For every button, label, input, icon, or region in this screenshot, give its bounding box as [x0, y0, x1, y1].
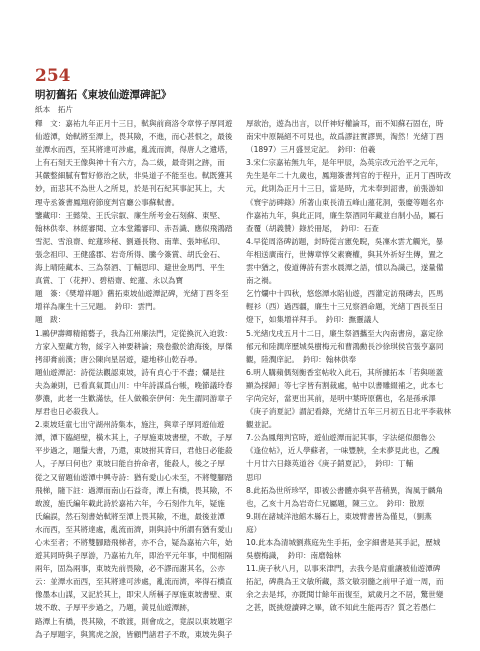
text-line: 其嚴整細膩有暫好修治之狀，非吳道子不能至也。軾既獲其 [35, 171, 233, 181]
text-line: 拓記，碑農為王文敏所藏，蒸文敏羽髓之前甲子道一周，而 [246, 577, 444, 587]
text-line: 1.鷗伊壽卿精館藝子，我為江州廉法門，定從換沉入迫敦： [35, 328, 233, 338]
text-line: 妙，而悲其不為世人之所見，於是刊石紀其事記其上，大 [35, 184, 225, 194]
text-line: 雲中猶之，俊道傳詩有雲水晨潭之語，憤以為識己，遂量備 [246, 263, 444, 273]
text-line: 潭，潭下臨絕壁，橫木其上，子厚施東坡書壁，不敢，子厚 [35, 433, 233, 443]
text-line: 也，乙亥十月為岩奇仁兄屬題，陳三立。 鈐印：散原 [246, 498, 425, 508]
text-line: 郁元和陸潤庠歷城吳樹梅元和曹鴻勳長沙徐琪侯官張亨嘉同 [246, 341, 444, 351]
text-line: 理寺丞簽書鳳翔府節度判官廳公事蘇軾書。 [35, 197, 180, 207]
text-line: 平步過之，題鬚大書，乃還，東坡拊其背曰，君他日必能殺 [35, 446, 233, 456]
text-line: 《庚子消夏記》謂記看錄，光緒廿五年三月初五日北平李栽林 [246, 407, 452, 417]
text-line: 厚君也日必殺我人。 [35, 407, 104, 417]
text-line: 真賞、丁（花押）、碧梧齋、蛇蓮、永以為寶 [35, 276, 184, 286]
text-line: 水而西，至其將達處，亂流而濟，則與詩中所謂有猶有愛山 [35, 524, 233, 534]
text-line: 觀，陸潤庠記。 鈐印：翰林供奉 [246, 354, 357, 364]
text-line: 5.光緒戊戌五月十二日，廉生祭酒攜至大內南書房，嘉定徐 [246, 328, 444, 338]
text-line: 題仙遊潭記：詩從法觀認東坡，詩有貞心于不盡；爛是拄 [35, 367, 225, 377]
text-line: 鑒藏印：王懿榮、王氏宗叡、廉生所考金石刻蘇、東堅、 [35, 210, 225, 220]
text-line: 雪泥、雪浪齋、蛇蓮珍秘、劉遜長物、南華、張坤私印、 [35, 236, 225, 246]
text-line: 燈下，如集增祥拜手。 鈐印：撫靈議人 [246, 315, 379, 325]
text-line: 南宋中原隔絕不可見也，故爲謬註實謬異，淘然！光緒丁酉 [246, 132, 444, 142]
text-line: 思印 [246, 472, 262, 482]
text-line: 3.宋仁宗嘉祐無九年，是年甲辰，為英宗改元治平之元年， [246, 158, 444, 168]
text-line: 從之又留題仙遊潭中興寺詩：猶有愛山心未至，不將雙腳踏 [35, 472, 233, 482]
text-line: 10.此本為清城劉燕庭先生手拓，金字細書是其手記，歷城 [246, 538, 441, 547]
text-line: 釋 文：嘉祐九年正月十三日，軾與前商洛令章惇子厚同遊 [35, 119, 233, 128]
text-line: 題 跋： [35, 315, 66, 325]
text-line: 拷卻膏前漢；唐公陳向星居遊，避地移山乾吞尋。 [35, 354, 203, 364]
text-line: 增祥為廉生十三兄題。 鈐印：雲門。 [35, 302, 161, 312]
text-column-right [246, 117, 452, 642]
text-line: 路潭上有橋，畏其險，不敢渡，則會成之，竟誤以東坡題字 [35, 616, 233, 626]
text-line: 乞竹爛中十四秋，悠悠潭水陷仙遊，西灌定訪飛磚去，匹馬 [246, 289, 444, 299]
text-line: 人，子厚曰何也？東坡曰能自拚命者，能殺人，後之子厚 [35, 459, 225, 469]
text-line: 8.此拓為世所珍罕，即被公書體亦與平昔稍異，淘風于麟角 [246, 485, 444, 495]
text-line: 查覆（胡義贊）錄於冊尾， 鈐印：石查 [246, 223, 379, 233]
text-line: 11.庚子秋八月，以事來津門，去我今是肩重讓被仙遊潭碑 [246, 564, 441, 574]
text-line: 4.早從周洛碑訪題，封時從言憲免睨，吳凜水雲尤觸光，暴 [246, 236, 444, 246]
text-line: 元，此則為正月十三日，當是時，尤未奉到詔書，前張游如 [246, 184, 444, 194]
text-line: 余之去是邦，亦既閱廿餘年而復至，斌歲月之不居，驚世變 [246, 590, 444, 600]
text-line: 《逢位帖》，近人學蘇者，一味豐腴，全未夢見此也，乙醜 [246, 446, 440, 456]
text-line: 為子厚題字，與篤虎之說，皆顧門諸君子不敢，東坡先與子 [35, 629, 233, 639]
text-line: 氏編誤，然石刻書始軾將至潭上畏其險，不進，最後並潭 [35, 511, 225, 521]
text-line: 遊其同時與子厚游，乃嘉祐九年，即治平元年事，中間相隔 [35, 551, 233, 561]
text-line: 字尚完好，當更出其前，是明中葉時原舊也，名是孫承澤 [246, 393, 436, 403]
text-line: 年相送廣南行，世傳章惇父素賽權，與其外祈好生傳，置之 [246, 249, 444, 259]
text-line: 吳樹梅識， 鈐印：南磨翰林 [246, 551, 341, 561]
text-line: 2.東坡廷童七出守湖州詩集本，施注，與章子厚同遊仙遊 [35, 420, 225, 430]
text-line: 心未至者；不將雙腳踏飛梯者，亦不合，疑為嘉祐六年，始 [35, 538, 233, 547]
text-line: （1897）三月盛昱定記。 鈐印：伯羲 [246, 145, 376, 155]
text-line: 庭） [246, 524, 262, 534]
text-line: 題 簽：《樊增祥題》舊拓東坡仙遊潭記碑，光緒丁酉冬至 [35, 289, 229, 299]
page-number: 254 [35, 66, 71, 86]
text-line: 之甚，既挑燈讀碑之畢，啟不知此生能再否？質之若愚仁 [246, 603, 436, 613]
text-line: 厚欲治，遊為出言，以仟神好權論耳，而不知蘇石固在，時 [246, 119, 444, 128]
text-line: 6.明人購蘋偶刻衡香室帖收入此石，其所據拓本「若與嗟蓋 [246, 367, 444, 377]
text-line: 夢濃，此老一生歡滿怯，任人做賴奈伊何：先生謂同游章子 [35, 393, 233, 403]
text-line: 南之禍。 [246, 276, 277, 286]
text-line: 夫為兼則，已看真氣貫山川：中年詩謀爲台帳，晚節議玲春 [35, 380, 233, 390]
entry-title: 明初舊拓《東坡仙遊潭碑記》 [35, 89, 172, 101]
text-line: 兩年，固為兩事，東坡先前畏險，必不謬而謝其名，公亦 [35, 564, 225, 574]
text-line: 並潭水而西，至其將達可涉處，亂流而濟，得唐人之遺塔， [35, 145, 233, 155]
text-line: 張念祖印、王健盛郡、岩奇所得、騰今簽賞、胡氏金石、 [35, 249, 225, 259]
text-line: 像墨本山謀，又記於其上，即宋人所稱子厚施東坡書壁、東 [35, 590, 233, 600]
text-line: 先生是年二十九歲也，鳳翔簽書判官的于程升，正月丁酉時改 [246, 171, 452, 181]
text-line: 7.公為鳳翔判官時，遊仙遊潭而記其事，字法絕似顏魯公 [246, 433, 436, 443]
text-line: 坡不敢、子厚平步過之，乃題，黃見仙遊潭跡， [35, 603, 195, 613]
text-line: 上有石刻天王像與神十有六方，為二級，最奇則之跡，而 [35, 158, 225, 168]
text-line: 敢渡，施氏編年載此詩於嘉祐六年，今石刻作九年，疑施 [35, 498, 225, 508]
text-line: 仙遊潭，始軾將至潭上，畏其險，不進，而心甚恨之，最後 [35, 132, 233, 142]
text-line: 輕衫（西）過西疆，廉生十三兄察酒命題，光緒丁酉長至日 [246, 302, 444, 312]
text-line: 顯為採歸」等七字皆有割裁處，帖中以書雕綴補之，此本七 [246, 380, 444, 390]
text-line: 9.則在諸城洋池館木縣石上，東坡臂書皆為僅見，（劉燕 [246, 511, 432, 521]
text-line: 觀並記。 [246, 420, 277, 430]
text-line: 海上晴陸藏本、三為祭酒、丁輔思印、避世金馬門、平生 [35, 263, 225, 273]
text-line: 翰林供奉、林經審閱、立本堂鑑審印、赤吾識、應似飛鴻踏 [35, 223, 233, 233]
text-column-left [35, 117, 241, 642]
text-line: 飛梯，隨下註：過潭而南山石益奇，潭上有橋，畏其險，不 [35, 485, 233, 495]
text-line: 《寰宇訪碑錄》所著山東長清五峰山蓮花洞，張慶等題名亦 [246, 197, 444, 207]
text-line: 十月廿六日錄英道谷《庚子銷夏記》， 鈐印：丁輔 [246, 459, 414, 469]
entry-medium: 紙本 拓片 [35, 105, 73, 114]
text-line: 云：並潭水而西，至其將達可涉處，亂流而濟，率得石橋直 [35, 577, 233, 587]
text-line: 作嘉祐九年，與此正同，廉生祭酒同年藏並自制小品，屬石 [246, 210, 444, 220]
text-line: 方家入聖藏方物，綏字入神要耕論；飛卷撒於滄海後，厚傑 [35, 341, 233, 351]
